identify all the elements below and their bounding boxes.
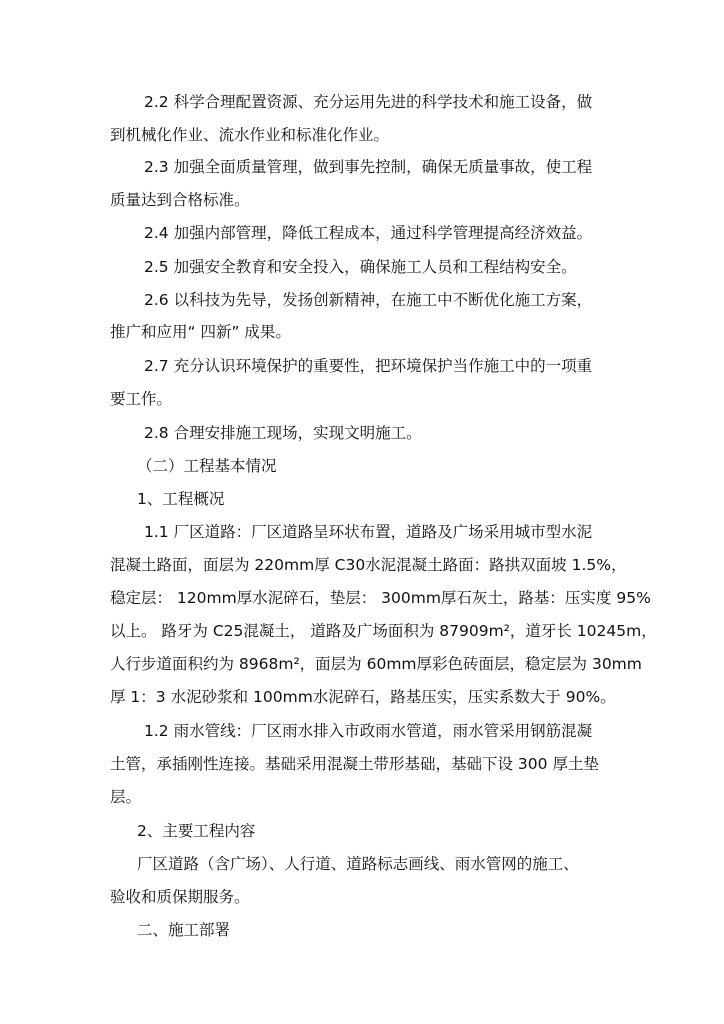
paragraph-1-1-line-6: 厚 1：3 水泥砂浆和 100mm水泥碎石，路基压实，压实系数大于 90%。 — [110, 688, 616, 706]
paragraph-1-2-line-2: 土管，承插刚性连接。基础采用混凝土带形基础，基础下设 300 厚土垫 — [110, 755, 599, 773]
paragraph-2-6-line-2: 推广和应用“ 四新” 成果。 — [110, 323, 291, 341]
subheading-project-overview: 1、工程概况 — [137, 490, 225, 508]
paragraph-2-3-line-2: 质量达到合格标准。 — [110, 191, 250, 209]
paragraph-2-2-line-1: 2.2 科学合理配置资源、充分运用先进的科学技术和施工设备，做 — [144, 93, 593, 111]
paragraph-1-2-line-1: 1.2 雨水管线：厂区雨水排入市政雨水管道，雨水管采用钢筋混凝 — [144, 722, 593, 740]
paragraph-1-1-line-2: 混凝土路面，面层为 220mm厚 C30水泥混凝土路面：路拱双面坡 1.5%， — [110, 556, 627, 574]
paragraph-2-2-line-2: 到机械化作业、流水作业和标准化作业。 — [110, 126, 390, 144]
paragraph-2-7-line-2: 要工作。 — [110, 390, 173, 408]
main-content-line-1: 厂区道路（含广场）、人行道、道路标志画线、雨水管网的施工、 — [137, 855, 579, 873]
paragraph-2-4: 2.4 加强内部管理，降低工程成本，通过科学管理提高经济效益。 — [144, 224, 593, 242]
main-content-line-2: 验收和质保期服务。 — [110, 888, 250, 906]
paragraph-2-5: 2.5 加强安全教育和安全投入，确保施工人员和工程结构安全。 — [144, 258, 577, 276]
subheading-main-content: 2、主要工程内容 — [137, 822, 256, 840]
paragraph-1-1-line-5: 人行步道面积约为 8968m²，面层为 60mm厚彩色砖面层，稳定层为 30mm — [110, 655, 642, 673]
section-heading-basic-info: （二）工程基本情况 — [137, 457, 277, 475]
paragraph-2-3-line-1: 2.3 加强全面质量管理，做到事先控制，确保无质量事故，使工程 — [144, 158, 593, 176]
paragraph-2-7-line-1: 2.7 充分认识环境保护的重要性，把环境保护当作施工中的一项重 — [144, 357, 593, 375]
section-heading-deployment: 二、施工部署 — [137, 921, 231, 939]
paragraph-2-8: 2.8 合理安排施工现场，实现文明施工。 — [144, 424, 422, 442]
paragraph-1-1-line-1: 1.1 厂区道路：厂区道路呈环状布置，道路及广场采用城市型水泥 — [144, 523, 593, 541]
paragraph-1-1-line-3: 稳定层： 120mm厚水泥碎石，垫层： 300mm厚石灰土，路基：压实度 95% — [110, 589, 651, 607]
paragraph-1-1-line-4: 以上。 路牙为 C25混凝土， 道路及广场面积为 87909m²，道牙长 10245m， — [110, 622, 657, 640]
paragraph-1-2-line-3: 层。 — [110, 788, 142, 806]
paragraph-2-6-line-1: 2.6 以科技为先导，发扬创新精神，在施工中不断优化施工方案， — [144, 291, 593, 309]
